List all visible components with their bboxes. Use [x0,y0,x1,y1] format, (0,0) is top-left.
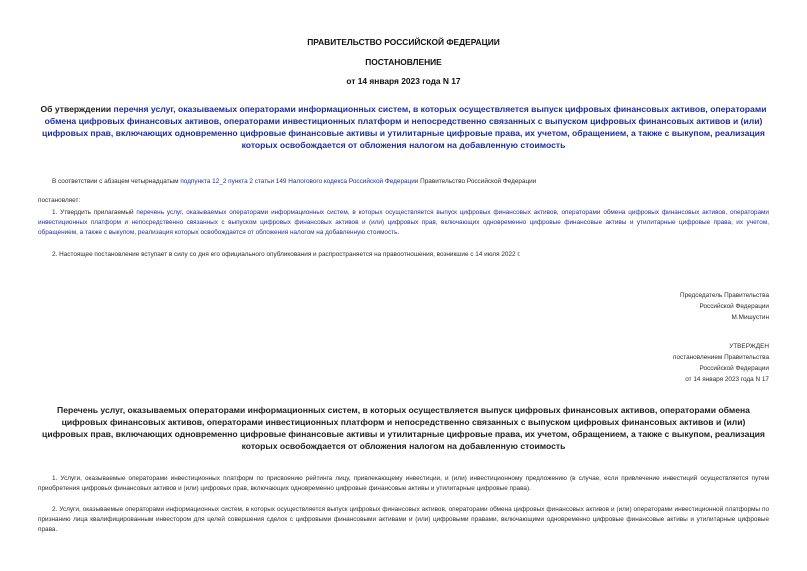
service-1: 1. Услуги, оказываемые операторами инвестиционных платформ по присвоению рейтинга лицу, привлекающему инвестиции, и (или) инвестиционному предложению (в случае, если привлечение инвестиций осуществляется путем приобретения цифровых финансовых активов и (или) цифровых прав, включающих одновременно цифровые финансовые активы и утилитарные цифровые права). [38,475,769,492]
services-list-link[interactable]: перечень услуг, оказываемых операторами информационных систем, в которых осуществляется выпуск цифровых финансовых активов, операторами обмена цифровых финансовых активов, операторами инвестиционных платформ и непосредственно связанных с выпуском цифровых финансовых активов и (или) цифровых прав, включающих одновременно цифровые финансовые активы и утилитарные цифровые права, их учетом, обращением, а также с выкупом, реализация которых освобождается от обложения налогом на добавленную стоимость [38,209,769,236]
preamble-paragraph [38,177,769,187]
approved-label: УТВЕРЖДЕН [729,343,769,350]
item-1-suffix: . [397,229,400,236]
item-1-prefix: 1. Утвердить прилагаемый [52,209,137,216]
approval-block [673,341,769,385]
signature-name: М.Мишустин [731,314,769,321]
date-number-heading: от 14 января 2023 года N 17 [346,76,461,86]
document-title [36,103,771,151]
doc-type-heading: ПОСТАНОВЛЕНИЕ [365,57,442,67]
preamble-prefix: В соответствии с абзацем четырнадцатым [52,178,181,185]
approved-date: от 14 января 2023 года N 17 [685,376,769,383]
government-heading: ПРАВИТЕЛЬСТВО РОССИЙСКОЙ ФЕДЕРАЦИИ [307,37,500,47]
list-title: Перечень услуг, оказываемых операторами информационных систем, в которых осуществляется выпуск цифровых финансовых активов, операторами обмена цифровых финансовых активов, операторами инвестиционных платформ и непосредственно связанных с выпуском цифровых финансовых активов и (или) цифровых прав, включающих одновременно цифровые финансовые активы и утилитарные цифровые права, их учетом, обращением, а также с выкупом, реализация которых освобождается от обложения налогом на добавленную стоимость [42,405,765,451]
tax-code-link[interactable]: подпункта 12_2 пункта 2 статьи 149 Налогового кодекса Российской Федерации [180,178,419,185]
item-1-paragraph [38,208,769,238]
approved-by: постановлением Правительства [673,354,769,361]
service-2: 2. Услуги, оказываемые операторами информационных систем, в которых осуществляется выпуск цифровых финансовых активов, операторами обмена цифровых финансовых активов и (или) операторами инвестиционной платформы по признанию лица квалифицированным инвестором для целей совершения сделок с цифровыми финансовыми активами и (или) цифровыми правами, включающими одновременно цифровые финансовые активы и утилитарные цифровые права. [38,506,769,533]
title-link[interactable]: перечня услуг, оказываемых операторами информационных систем, в которых осуществляется выпуск цифровых финансовых активов, операторами обмена цифровых финансовых активов, операторами инвестиционных платформ и непосредственно связанных с выпуском цифровых финансовых активов и (или) цифровых прав, включающих одновременно цифровые финансовые активы и утилитарные цифровые права, их учетом, обращением, а также с выкупом, реализация которых освобождается от обложения налогом на добавленную стоимость [42,104,767,150]
approved-country: Российской Федерации [699,365,769,372]
item-2-paragraph: 2. Настоящее постановление вступает в силу со дня его официального опубликования и распространяется на правоотношения, возникшие с 14 июля 2022 г. [52,251,521,258]
signature-country: Российской Федерации [699,303,769,310]
preamble-suffix: Правительство Российской Федерации [418,178,537,185]
signature-position: Председатель Правительства [680,292,769,299]
signature-block [680,290,769,323]
decides-text: постановляет: [38,197,81,204]
title-prefix: Об утверждении [40,104,114,114]
